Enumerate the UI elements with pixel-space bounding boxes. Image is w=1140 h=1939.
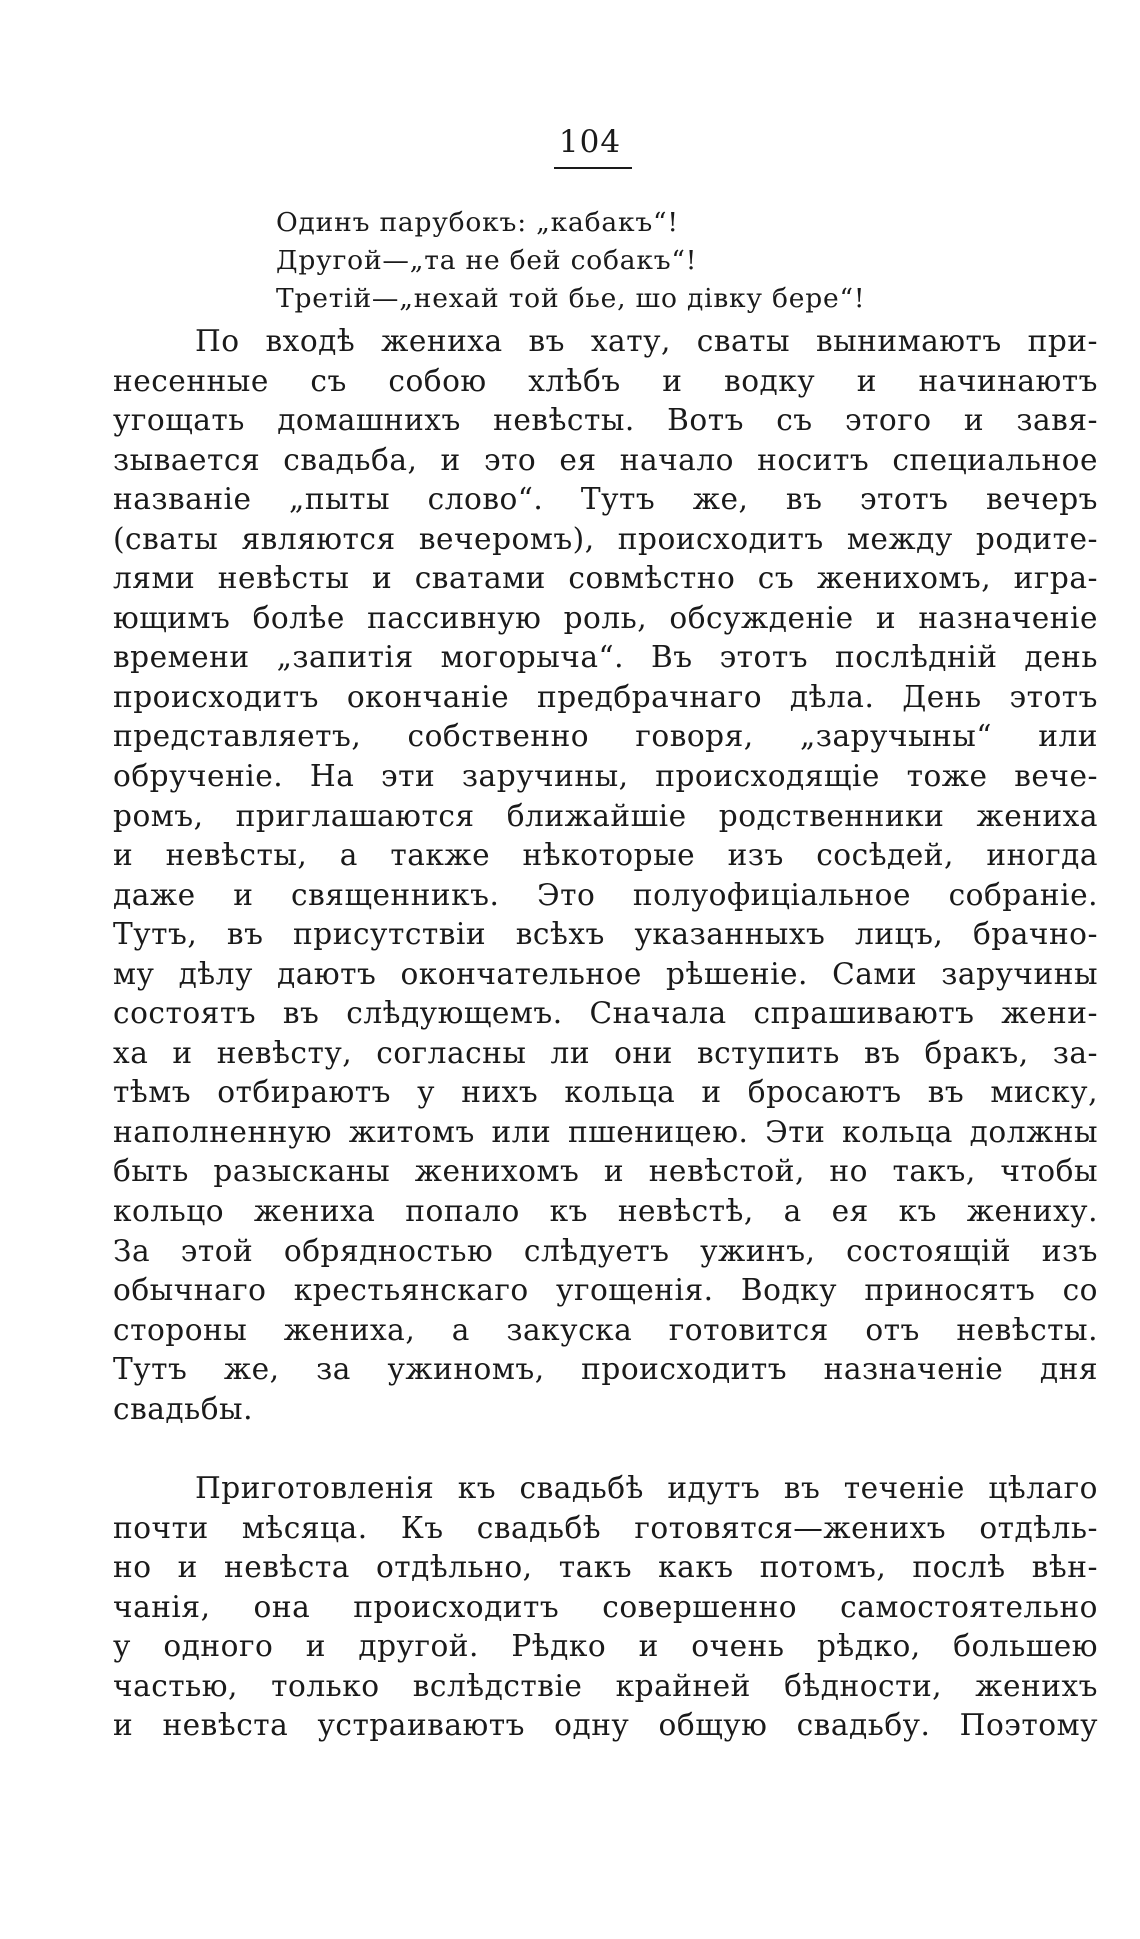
text-line: частью, только вслѣдствіе крайней бѣдности, женихъ xyxy=(113,1668,1098,1703)
text-line: быть разысканы женихомъ и невѣстой, но такъ, чтобы xyxy=(113,1154,1098,1189)
text-line: ющимъ болѣе пассивную роль, обсужденіе и назначеніе xyxy=(113,600,1098,635)
verse-line: Третій—„нехай той бье, шо дівку бере“! xyxy=(276,283,866,314)
text-line: чанія, она происходитъ совершенно самостоятельно xyxy=(113,1589,1098,1624)
page-number-rule xyxy=(554,167,632,169)
text-line: состоятъ въ слѣдующемъ. Сначала спрашиваютъ жени- xyxy=(113,996,1098,1031)
verse-line: Одинъ парубокъ: „кабакъ“! xyxy=(276,207,679,238)
text-line: стороны жениха, а закуска готовится отъ невѣсты. xyxy=(113,1312,1098,1347)
text-line: тѣмъ отбираютъ у нихъ кольца и бросаютъ въ миску, xyxy=(113,1075,1098,1110)
verse-block xyxy=(276,204,1036,318)
text-line: Тутъ же, за ужиномъ, происходитъ назначеніе дня xyxy=(113,1352,1098,1387)
text-line: у одного и другой. Рѣдко и очень рѣдко, большею xyxy=(113,1629,1098,1664)
text-line: свадьбы. xyxy=(113,1391,253,1426)
text-line: угощать домашнихъ невѣсты. Вотъ съ этого и завя- xyxy=(113,403,1098,438)
text-line: обычнаго крестьянскаго угощенія. Водку приносятъ со xyxy=(113,1273,1098,1308)
text-line: За этой обрядностью слѣдуетъ ужинъ, состоящій изъ xyxy=(113,1233,1098,1268)
text-line: времени „запитія могорыча“. Въ этотъ послѣдній день xyxy=(113,640,1098,675)
text-line: му дѣлу даютъ окончательное рѣшеніе. Сами заручины xyxy=(113,956,1098,991)
text-line: Тутъ, въ присутствіи всѣхъ указанныхъ лицъ, брачно- xyxy=(113,917,1098,952)
text-line: ромъ, приглашаются ближайшіе родственники жениха xyxy=(113,798,1098,833)
text-line: и невѣста устраиваютъ одну общую свадьбу. Поэтому xyxy=(113,1708,1098,1743)
text-line: представляетъ, собственно говоря, „заручыны“ или xyxy=(113,719,1098,754)
text-line: По входѣ жениха въ хату, сваты вынимаютъ при- xyxy=(195,324,1098,358)
text-line: зывается свадьба, и это ея начало носитъ специальное xyxy=(113,442,1098,477)
text-line: наполненную житомъ или пшеницею. Эти кольца должны xyxy=(113,1114,1098,1149)
verse-line: Другой—„та не бей собакъ“! xyxy=(276,245,698,276)
text-line: названіе „пыты слово“. Тутъ же, въ этотъ вечеръ xyxy=(113,482,1098,517)
paragraph-preparations xyxy=(113,1469,1098,1746)
text-line: но и невѣста отдѣльно, такъ какъ потомъ, послѣ вѣн- xyxy=(113,1550,1098,1585)
text-line: кольцо жениха попало къ невѣстѣ, а ея къ жениху. xyxy=(113,1194,1098,1229)
text-line: (сваты являются вечеромъ), происходитъ между родите- xyxy=(113,521,1098,556)
text-line: ха и невѣсту, согласны ли они вступить въ бракъ, за- xyxy=(113,1035,1098,1070)
text-line: лями невѣсты и сватами совмѣстно съ женихомъ, игра- xyxy=(113,561,1098,596)
text-line: обрученіе. На эти заручины, происходящіе тоже вече- xyxy=(113,759,1098,794)
text-line: Приготовленія къ свадьбѣ идутъ въ теченіе цѣлаго xyxy=(195,1471,1098,1505)
text-line: и невѣсты, а также нѣкоторые изъ сосѣдей, иногда xyxy=(113,838,1098,873)
page-number: 104 xyxy=(558,124,622,160)
text-line: почти мѣсяца. Къ свадьбѣ готовятся—женихъ отдѣль- xyxy=(113,1510,1098,1545)
paragraph-betrothal xyxy=(113,322,1098,1429)
text-line: происходитъ окончаніе предбрачнаго дѣла. День этотъ xyxy=(113,679,1098,714)
text-line: несенные съ собою хлѣбъ и водку и начинаютъ xyxy=(113,363,1098,398)
text-line: даже и священникъ. Это полуофиціальное собраніе. xyxy=(113,877,1098,912)
